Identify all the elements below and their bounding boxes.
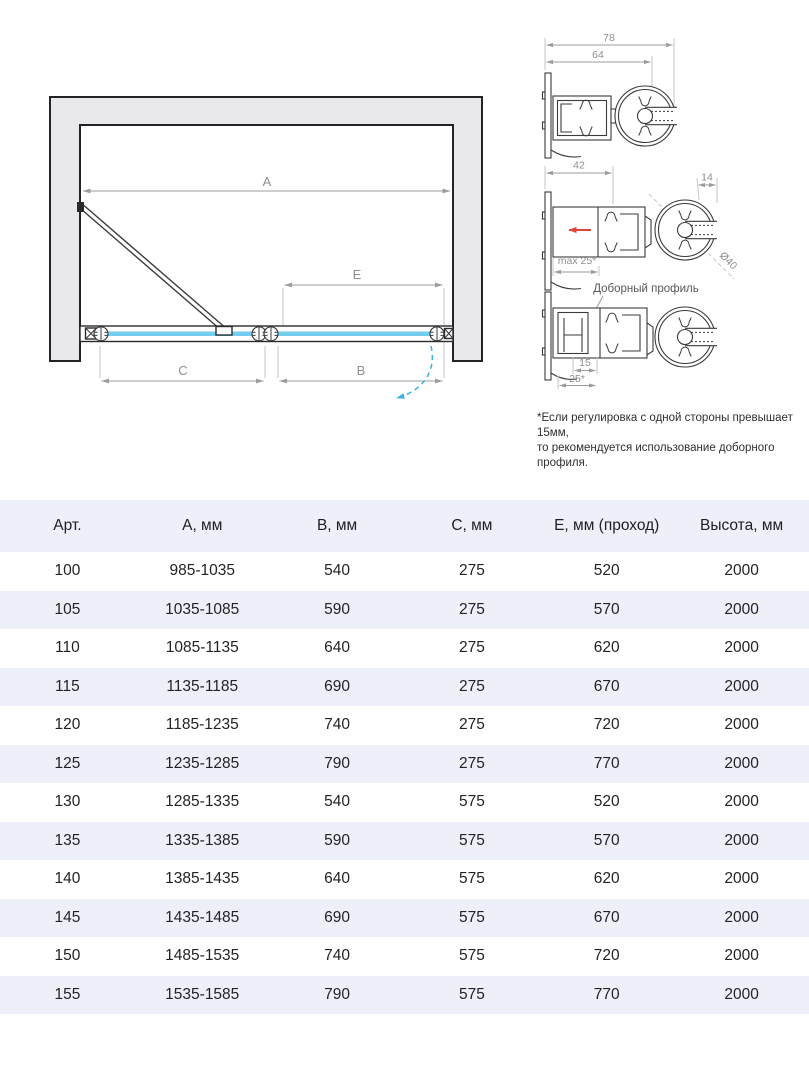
roller-left bbox=[94, 327, 108, 341]
col-e-mm: Е, мм (проход) bbox=[539, 500, 674, 552]
table-cell: 670 bbox=[539, 899, 674, 938]
table-cell: 145 bbox=[0, 899, 135, 938]
dim-max25 bbox=[553, 255, 599, 276]
diameter-label: Ø40 bbox=[716, 249, 740, 273]
footnote-line-1: *Если регулировка с одной стороны превышает 15мм, bbox=[537, 412, 793, 439]
table-row bbox=[0, 976, 809, 1015]
dim-b-label: B bbox=[356, 363, 366, 378]
tube-profile-bottom bbox=[655, 307, 718, 367]
table-cell: 1285-1335 bbox=[165, 793, 240, 811]
table-cell: 150 bbox=[54, 947, 81, 965]
table-cell: 1485-1535 bbox=[165, 947, 240, 965]
table-cell: 790 bbox=[270, 976, 405, 1015]
dim-42 bbox=[545, 160, 613, 205]
table-cell: 770 bbox=[539, 976, 674, 1015]
table-cell: 1235-1285 bbox=[135, 745, 270, 784]
spec-table bbox=[0, 500, 809, 1014]
table-row bbox=[0, 822, 809, 861]
table-cell: 275 bbox=[404, 591, 539, 630]
dim-c bbox=[102, 363, 264, 381]
table-row bbox=[0, 668, 809, 707]
table-cell: 640 bbox=[324, 639, 350, 657]
tube-profile-top bbox=[615, 86, 678, 146]
dim-64-label: 64 bbox=[592, 49, 604, 61]
table-cell: 575 bbox=[458, 870, 485, 888]
dim-c-label: C bbox=[178, 363, 188, 378]
roller-right bbox=[430, 327, 444, 341]
table-cell: 740 bbox=[324, 716, 350, 734]
table-cell: 1435-1485 bbox=[135, 899, 270, 938]
table-cell: 570 bbox=[539, 822, 674, 861]
table-cell: 1185-1235 bbox=[165, 716, 239, 734]
table-cell: 740 bbox=[324, 947, 350, 965]
dim-e bbox=[285, 267, 443, 285]
table-cell: 125 bbox=[0, 745, 135, 784]
table-row bbox=[0, 591, 809, 630]
table-cell: 105 bbox=[0, 591, 135, 630]
table-cell: 2000 bbox=[674, 976, 809, 1015]
table-cell: 575 bbox=[404, 976, 539, 1015]
table-row bbox=[0, 706, 809, 745]
dim-25-label: 25* bbox=[569, 373, 585, 385]
profile-section-middle bbox=[543, 160, 740, 291]
header-row bbox=[0, 500, 809, 552]
table-cell: 575 bbox=[458, 793, 485, 811]
table-cell: 2000 bbox=[674, 822, 809, 861]
door-hinge bbox=[77, 202, 84, 212]
table-cell: 770 bbox=[539, 745, 674, 784]
table-cell: 2000 bbox=[724, 639, 759, 657]
door-panel bbox=[77, 202, 224, 330]
table-cell: 100 bbox=[54, 562, 81, 580]
table-cell: 2000 bbox=[674, 591, 809, 630]
table-cell: 575 bbox=[458, 947, 485, 965]
table-cell: 1085-1135 bbox=[165, 639, 239, 657]
col-c-mm: С, мм bbox=[404, 500, 539, 552]
col-height-mm: Высота, мм bbox=[674, 500, 809, 552]
table-cell: 790 bbox=[270, 745, 405, 784]
table-row bbox=[0, 783, 809, 822]
table-cell: 135 bbox=[0, 822, 135, 861]
table-cell: 155 bbox=[0, 976, 135, 1015]
table-cell: 140 bbox=[54, 870, 81, 888]
table-cell: 130 bbox=[54, 793, 81, 811]
profile-section-bottom bbox=[543, 283, 719, 389]
table-cell: 590 bbox=[270, 591, 405, 630]
profile-sections-drawing bbox=[520, 20, 809, 410]
table-row bbox=[0, 552, 809, 591]
table-row bbox=[0, 860, 809, 899]
dim-a bbox=[83, 174, 450, 191]
table-cell: 2000 bbox=[724, 716, 759, 734]
table-cell: 2000 bbox=[674, 745, 809, 784]
table-cell: 540 bbox=[324, 793, 350, 811]
table-cell: 575 bbox=[404, 899, 539, 938]
table-cell: 720 bbox=[593, 716, 620, 734]
table-cell: 720 bbox=[593, 947, 620, 965]
table-cell: 620 bbox=[593, 639, 620, 657]
table-cell: 275 bbox=[458, 716, 485, 734]
table-cell: 1135-1185 bbox=[135, 668, 270, 707]
spec-table-header bbox=[0, 500, 809, 552]
rail-profile-middle bbox=[553, 207, 651, 257]
table-cell: 2000 bbox=[724, 793, 759, 811]
table-cell: 620 bbox=[593, 870, 620, 888]
plan-view-drawing bbox=[0, 0, 530, 470]
table-cell: 570 bbox=[539, 591, 674, 630]
table-cell: 670 bbox=[539, 668, 674, 707]
dim-max25-label: max 25* bbox=[557, 255, 597, 267]
roller-middle-2 bbox=[264, 327, 278, 341]
table-cell: 275 bbox=[404, 745, 539, 784]
table-row bbox=[0, 629, 809, 668]
table-cell: 690 bbox=[270, 668, 405, 707]
dim-25 bbox=[558, 373, 596, 389]
table-cell: 590 bbox=[270, 822, 405, 861]
dim-e-label: E bbox=[352, 267, 362, 282]
wall-niche bbox=[50, 97, 482, 361]
table-cell: 640 bbox=[324, 870, 350, 888]
table-row bbox=[0, 899, 809, 938]
bottom-rail bbox=[80, 326, 453, 342]
profile-section-top bbox=[543, 32, 679, 158]
rail-profile-bottom bbox=[553, 308, 653, 358]
table-cell: 985-1035 bbox=[169, 562, 235, 580]
extension-profile-label: Доборный профиль bbox=[593, 283, 699, 295]
footnote-line-2: то рекомендуется использование доборного профиля. bbox=[537, 442, 775, 469]
table-cell: 575 bbox=[404, 822, 539, 861]
tube-profile-middle bbox=[655, 200, 718, 260]
table-cell: 1535-1585 bbox=[135, 976, 270, 1015]
table-cell: 110 bbox=[55, 639, 80, 657]
dim-14 bbox=[697, 172, 717, 204]
table-cell: 690 bbox=[270, 899, 405, 938]
footnote bbox=[537, 411, 809, 471]
table-row bbox=[0, 745, 809, 784]
table-cell: 520 bbox=[593, 562, 620, 580]
rail-profile-top bbox=[553, 96, 618, 140]
table-cell: 275 bbox=[404, 668, 539, 707]
dim-15 bbox=[573, 357, 597, 374]
col-b-mm: В, мм bbox=[270, 500, 405, 552]
dim-a-label: A bbox=[262, 174, 272, 189]
table-cell: 2000 bbox=[674, 668, 809, 707]
wall-bracket-right bbox=[445, 329, 454, 339]
col-art: Арт. bbox=[0, 500, 135, 552]
table-cell: 275 bbox=[458, 639, 485, 657]
dim-14-label: 14 bbox=[701, 171, 713, 184]
table-cell: 115 bbox=[0, 668, 135, 707]
table-cell: 1335-1385 bbox=[135, 822, 270, 861]
table-cell: 540 bbox=[324, 562, 350, 580]
door-swing-arrow bbox=[397, 346, 432, 398]
dim-15-label: 15 bbox=[579, 357, 591, 369]
col-a-mm: А, мм bbox=[135, 500, 270, 552]
table-cell: 275 bbox=[458, 562, 485, 580]
table-cell: 120 bbox=[54, 716, 81, 734]
table-cell: 2000 bbox=[724, 870, 759, 888]
table-cell: 2000 bbox=[724, 562, 759, 580]
table-row bbox=[0, 937, 809, 976]
table-cell: 1035-1085 bbox=[135, 591, 270, 630]
spec-table-body bbox=[0, 552, 809, 1014]
table-cell: 1385-1435 bbox=[165, 870, 240, 888]
table-cell: 2000 bbox=[674, 899, 809, 938]
dim-78-label: 78 bbox=[603, 32, 615, 44]
dim-b bbox=[280, 363, 443, 381]
table-cell: 2000 bbox=[724, 947, 759, 965]
dim-42-label: 42 bbox=[573, 159, 585, 172]
table-cell: 520 bbox=[593, 793, 620, 811]
door-carrier bbox=[216, 327, 232, 336]
